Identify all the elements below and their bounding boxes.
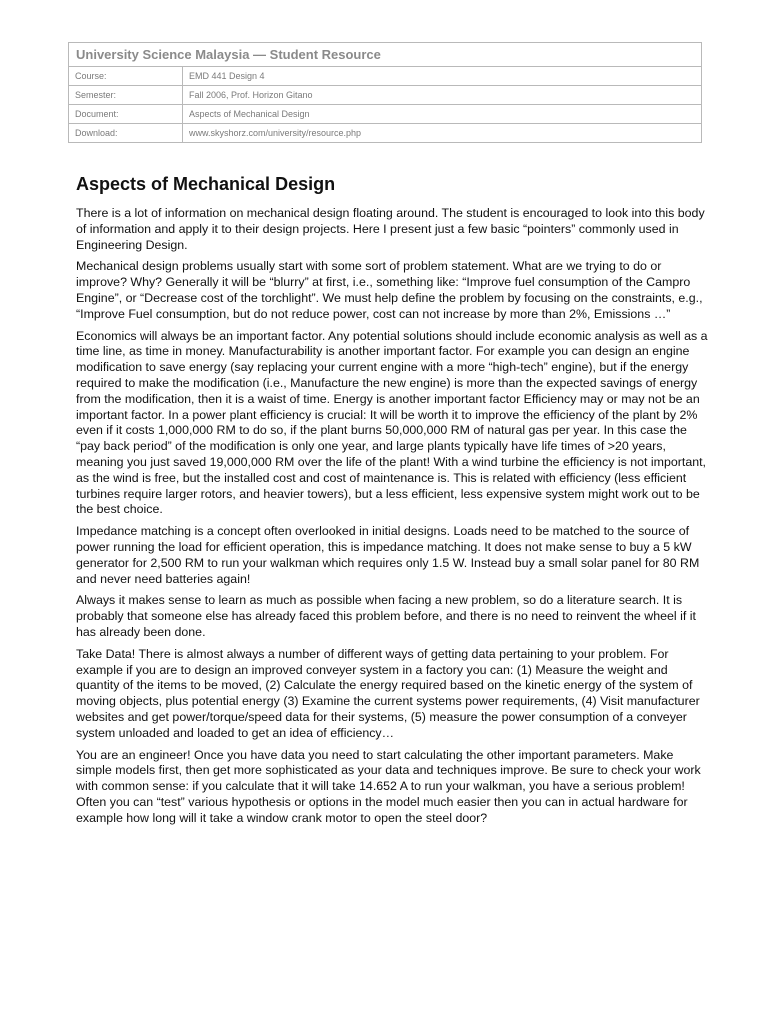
resource-header-table [68, 42, 702, 143]
header-label: Download: [69, 124, 183, 143]
article-title: Aspects of Mechanical Design [76, 174, 336, 194]
header-label: Course: [69, 67, 183, 86]
header-row-semester [69, 86, 702, 105]
header-row-document [69, 105, 702, 124]
header-value: Fall 2006, Prof. Horizon Gitano [183, 86, 702, 105]
paragraph-problem-statement: Mechanical design problems usually start with some sort of problem statement. What are we trying to do or improve? Why? Generally it will be “blurry” at first, i.e., something like: “Improve fuel consumption of the Campro Engine”, or “Decrease cost of the torchlight”. We must help define the problem by focusing on the constraints, e.g., “Improve Fuel consumption, but do not reduce power, cost can not increase by more than 2%, Emissions …” [76, 259, 703, 321]
paragraph-take-data: Take Data! There is almost always a number of different ways of getting data pertaining to your problem. For example if you are to design an improved conveyer system in a factory you can: (1) Measure the weight and quantity of the items to be moved, (2) Calculate the energy required based on the kinetic energy of the system of moving objects, plus potential energy (3) Examine the current systems power requirements, (4) Visit manufacturer websites and get power/torque/speed data for their systems, (5) measure the power consumption of a conveyer system unloaded and loaded to get an idea of efficiency… [76, 646, 700, 740]
paragraph-intro: There is a lot of information on mechanical design floating around. The student is encouraged to look into this body of information and apply it to their design projects. Here I present just a few basic “pointers” commonly used in Engineering Design. [76, 206, 705, 252]
download-link[interactable]: www.skyshorz.com/university/resource.php [183, 124, 702, 143]
paragraph-engineer: You are an engineer! Once you have data you need to start calculating the other important parameters. Make simple models first, then get more sophisticated as your data and techniques improve. Be sure to check your work with common sense: if you calculate that it will take 14.652 A to run your walkman, you have a serious problem! Often you can “test” various hypothesis or options in the model much easier then you can in actual hardware for example how long will it take a window crank motor to open the steel door? [76, 747, 701, 825]
paragraph-economics: Economics will always be an important factor. Any potential solutions should include economic analysis as well as a time line, as time in money. Manufacturability is another important factor. For example you can design an engine modification to save energy (say replacing your current engine with a more “high-tech” engine), but if the energy required to make the modification (i.e., Manufacture the new engine) is more than the expected savings of energy from the modification, then it is a waist of time. Energy is another important factor Efficiency may or may not be an important factor. In a power plant efficiency is crucial: It will be worth it to improve the efficiency of the plant by 2% even if it costs 1,000,000 RM to do so, if the plant burns 50,000,000 RM of natural gas per year. In this case the “pay back period” of the modification is only one year, and large plants typically have life times of >20 years, meaning you just saved 19,000,000 RM over the life of the plant! With a wind turbine the efficiency is not important, as the wind is free, but the installed cost and cost of maintenance is. This is related with efficiency (less efficient turbines require larger rotors, and heavier towers), but a less efficient, less expensive system might work out to be the best choice. [76, 328, 708, 517]
header-value: EMD 441 Design 4 [183, 67, 702, 86]
article-body [76, 172, 712, 832]
header-row-course [69, 67, 702, 86]
paragraph-impedance-matching: Impedance matching is a concept often overlooked in initial designs. Loads need to be matched to the source of power running the load for efficient operation, this is impedance matching. It does not make sense to buy a 5 kW generator for 2,500 RM to run your walkman which requires only 1.5 W. Instead buy a small solar panel for 80 RM and never need batteries again! [76, 524, 700, 586]
header-title-row [69, 43, 702, 67]
header-row-download [69, 124, 702, 143]
header-label: Semester: [69, 86, 183, 105]
paragraph-literature-search: Always it makes sense to learn as much as possible when facing a new problem, so do a literature search. It is probably that someone else has already faced this problem before, and there is no need to reinvent the wheel if it has already been done. [76, 593, 696, 639]
header-value: Aspects of Mechanical Design [183, 105, 702, 124]
header-title: University Science Malaysia — Student Resource [69, 43, 702, 67]
header-label: Document: [69, 105, 183, 124]
